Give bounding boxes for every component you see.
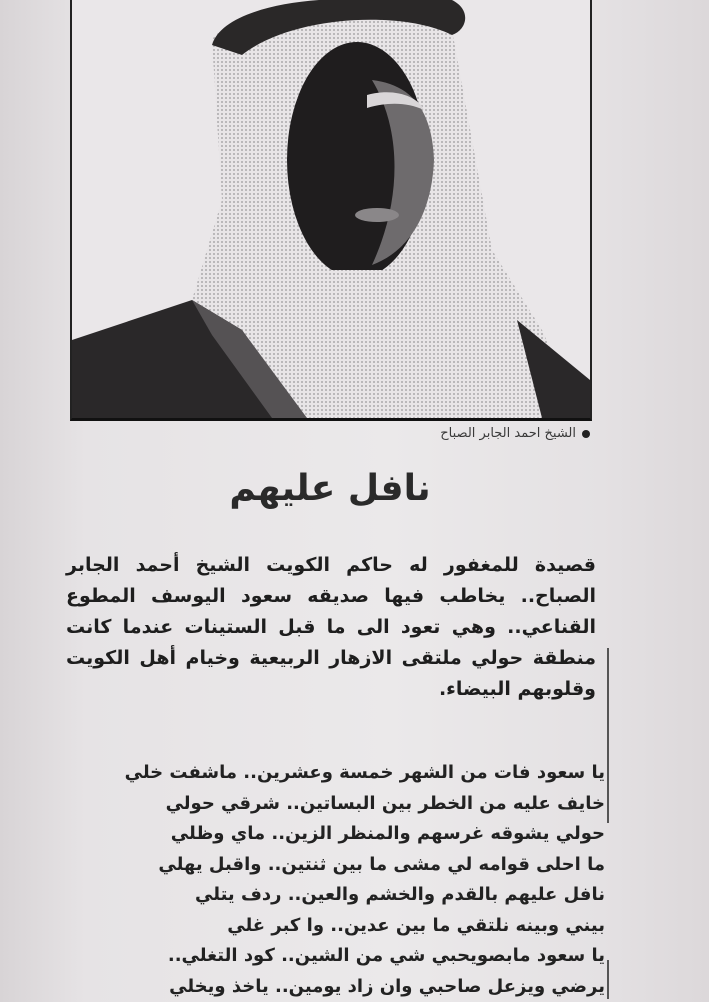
poem-line: نافل عليهم بالقدم والخشم والعين.. ردف يتلي (95, 880, 605, 911)
poem-line: يا سعود فات من الشهر خمسة وعشرين.. ماشفت خلي (95, 758, 605, 789)
poem-line: خايف عليه من الخطر بين البساتين.. شرقي حولي (95, 789, 605, 820)
bullet-icon (582, 430, 590, 438)
portrait-photo (70, 0, 592, 421)
article-headline: نافل عليهم (160, 468, 500, 509)
poem-line: حولي يشوقه غرسهم والمنظر الزين.. ماي وظلي (95, 819, 605, 850)
photo-caption (300, 426, 590, 441)
poem-line: يرضي ويزعل صاحبي وان زاد يومين.. ياخذ ويخلي (95, 972, 605, 1002)
poem-line: يا سعود مابصويحبي شي من الشين.. كود التغلي.. (95, 941, 605, 972)
column-divider (607, 960, 609, 999)
column-divider (607, 648, 609, 823)
poem-body (95, 758, 605, 1002)
poem-line: بيني وبينه نلتقي ما بين عدين.. وا كبر غلي (95, 911, 605, 942)
caption-text: الشيخ احمد الجابر الصباح (440, 426, 576, 441)
portrait-image (72, 0, 590, 418)
poem-line: ما احلى قوامه لي مشى ما بين ثنتين.. واقبل يهلي (95, 850, 605, 881)
article-intro: قصيدة للمغفور له حاكم الكويت الشيخ أحمد الجابر الصباح.. يخاطب فيها صديقه سعود اليوسف المطوع القناعي.. وهي تعود الى ما قبل الستينات عندما كانت منطقة حولي ملتقى الازهار الربيعية وخيام أهل الكويت وقلوبهم البيضاء. (66, 550, 596, 705)
